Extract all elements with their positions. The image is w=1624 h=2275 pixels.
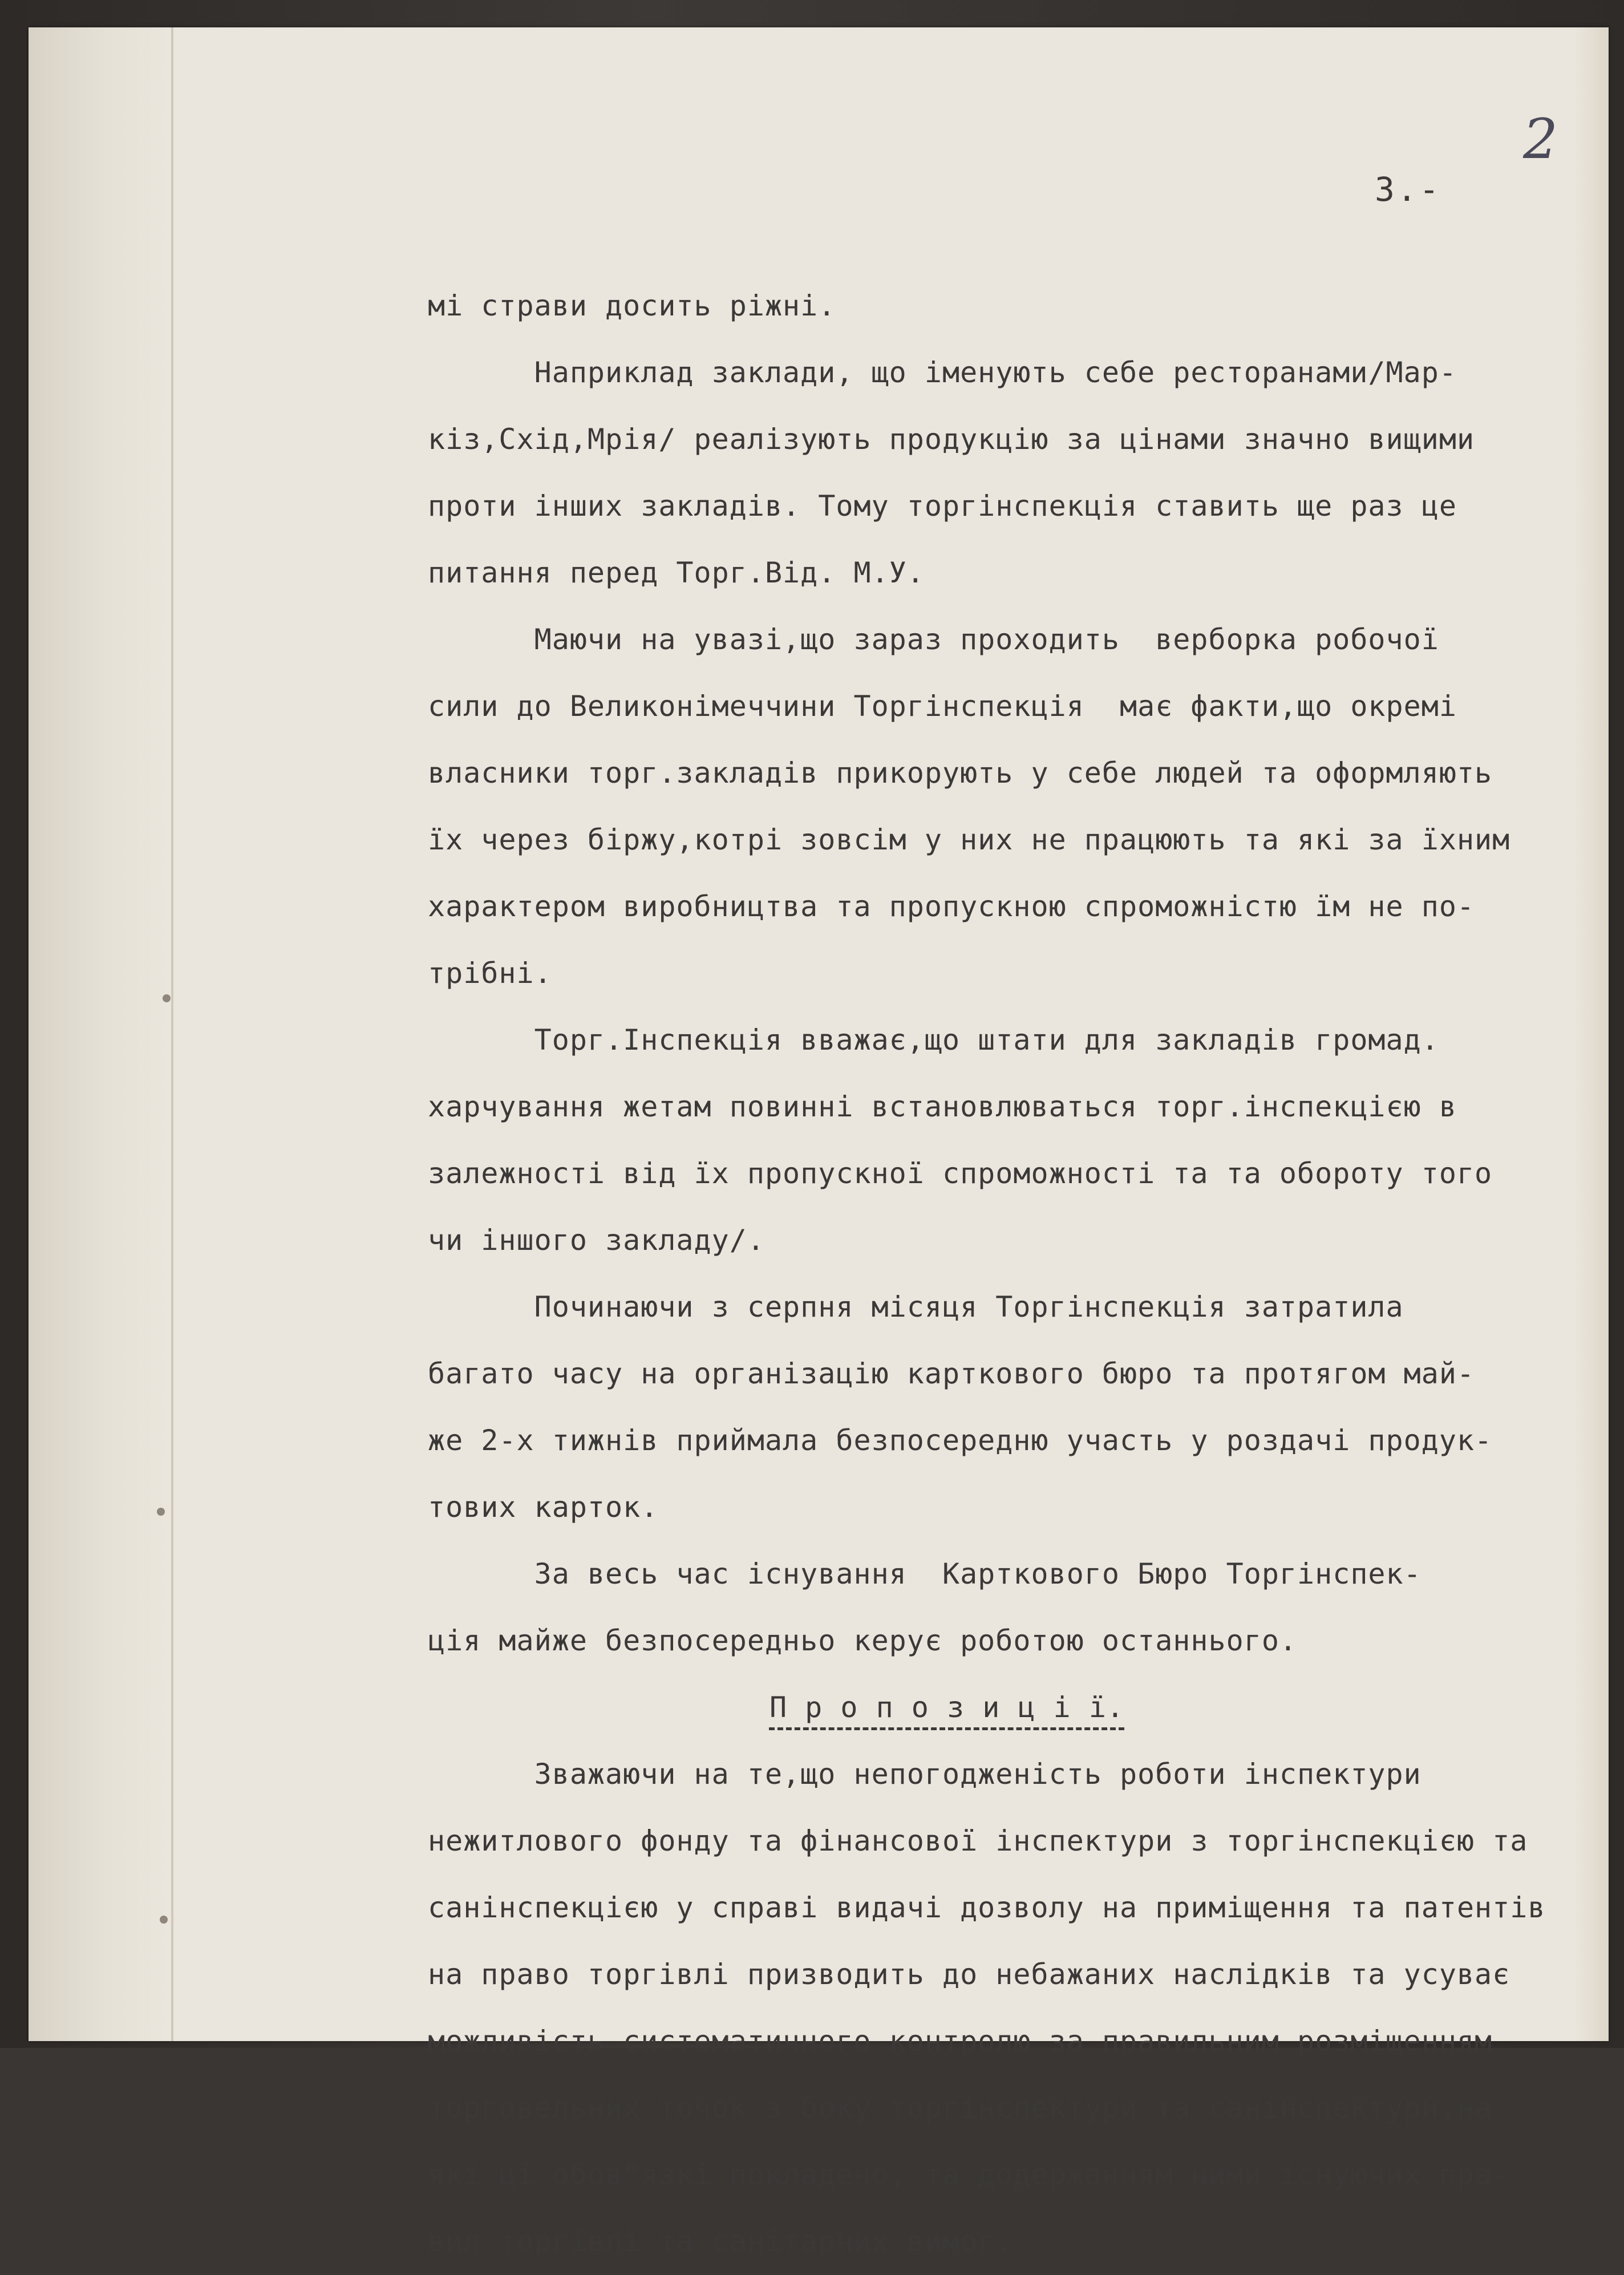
text-line: які ці обов"язкі покладено, та додержанням ними існуючих пра- xyxy=(428,2158,1510,2191)
text-line: чи іншого закладу/. xyxy=(428,1224,765,1257)
text-line: кіз,Схід,Мрія/ реалізують продукцію за цінами значно вищими xyxy=(428,423,1475,456)
text-line: нежитлового фонду та фінансової інспектури з торгінспекцією та xyxy=(428,1824,1528,1857)
text-line: Зважаючи на те,що непогодженість роботи інспектури xyxy=(428,1758,1421,1791)
paper-fold-line xyxy=(171,27,173,2041)
text-line: торговельних точок з боку торгінспектури та санінспектури,на xyxy=(428,2091,1493,2124)
text-line: залежності від їх пропускної спроможності та та обороту того xyxy=(428,1157,1493,1190)
text-line: Торг.Інспекція вважає,що штати для закладів громад. xyxy=(428,1023,1439,1056)
page-number: 3.- xyxy=(1375,170,1441,209)
text-line: багато часу на організацію карткового бюро та протягом май- xyxy=(428,1357,1475,1390)
text-line: санінспекцією у справі видачі дозволу на приміщення та патентів xyxy=(428,1891,1546,1924)
text-line: ція майже безпосередньо керує роботою останнього. xyxy=(428,1624,1298,1657)
punch-hole-top xyxy=(163,994,171,1002)
text-line: можливість систематичного контролю за правильним розміщенням xyxy=(428,2025,1493,2058)
section-heading: П р о п о з и ц і ї. xyxy=(769,1691,1125,1724)
archive-folio-mark: 2 xyxy=(1523,107,1558,171)
document-page xyxy=(29,27,1609,2258)
text-line: на право торгівлі призводить до небажаних наслідків та усуває xyxy=(428,1958,1510,1991)
text-line: сили до Великонімеччини Торгінспекція має факти,що окремі xyxy=(428,690,1457,723)
paper-fold-strip xyxy=(29,27,171,2041)
punch-hole-bottom xyxy=(160,1916,168,1924)
punch-hole-middle xyxy=(157,1508,165,1516)
text-line: питання перед Торг.Від. М.У. xyxy=(428,556,925,589)
text-line: За весь час існування Карткового Бюро Торгінспек- xyxy=(428,1557,1421,1590)
text-line: характером виробництва та пропускною спроможністю їм не по- xyxy=(428,890,1475,923)
text-line: Починаючи з серпня місяця Торгінспекція затратила xyxy=(428,1290,1404,1323)
text-line: Наприклад заклади, що іменують себе ресторанами/Мар- xyxy=(428,356,1457,389)
text-line: мі страви досить ріжні. xyxy=(428,289,836,322)
text-line: Маючи на увазі,що зараз проходить верборка робочої xyxy=(428,623,1439,656)
text-line: же 2-х тижнів приймала безпосередню участь у роздачі продук- xyxy=(428,1424,1493,1457)
text-line: проти інших закладів. Тому торгінспекція ставить ще раз це xyxy=(428,489,1457,523)
typewritten-text xyxy=(428,273,1597,2275)
text-line: трібні. xyxy=(428,957,552,990)
text-line: їх через біржу,котрі зовсім у них не працюють та які за їхним xyxy=(428,823,1510,856)
text-line: власники торг.закладів прикоpують у себе людей та оформляють xyxy=(428,756,1493,790)
text-line: харчування жетам повинні встановлюваться торг.інспекцією в xyxy=(428,1090,1457,1123)
text-line: тових карток. xyxy=(428,1491,659,1524)
text-line: вил торгівлі та санітарних вимог. xyxy=(428,2225,1014,2258)
